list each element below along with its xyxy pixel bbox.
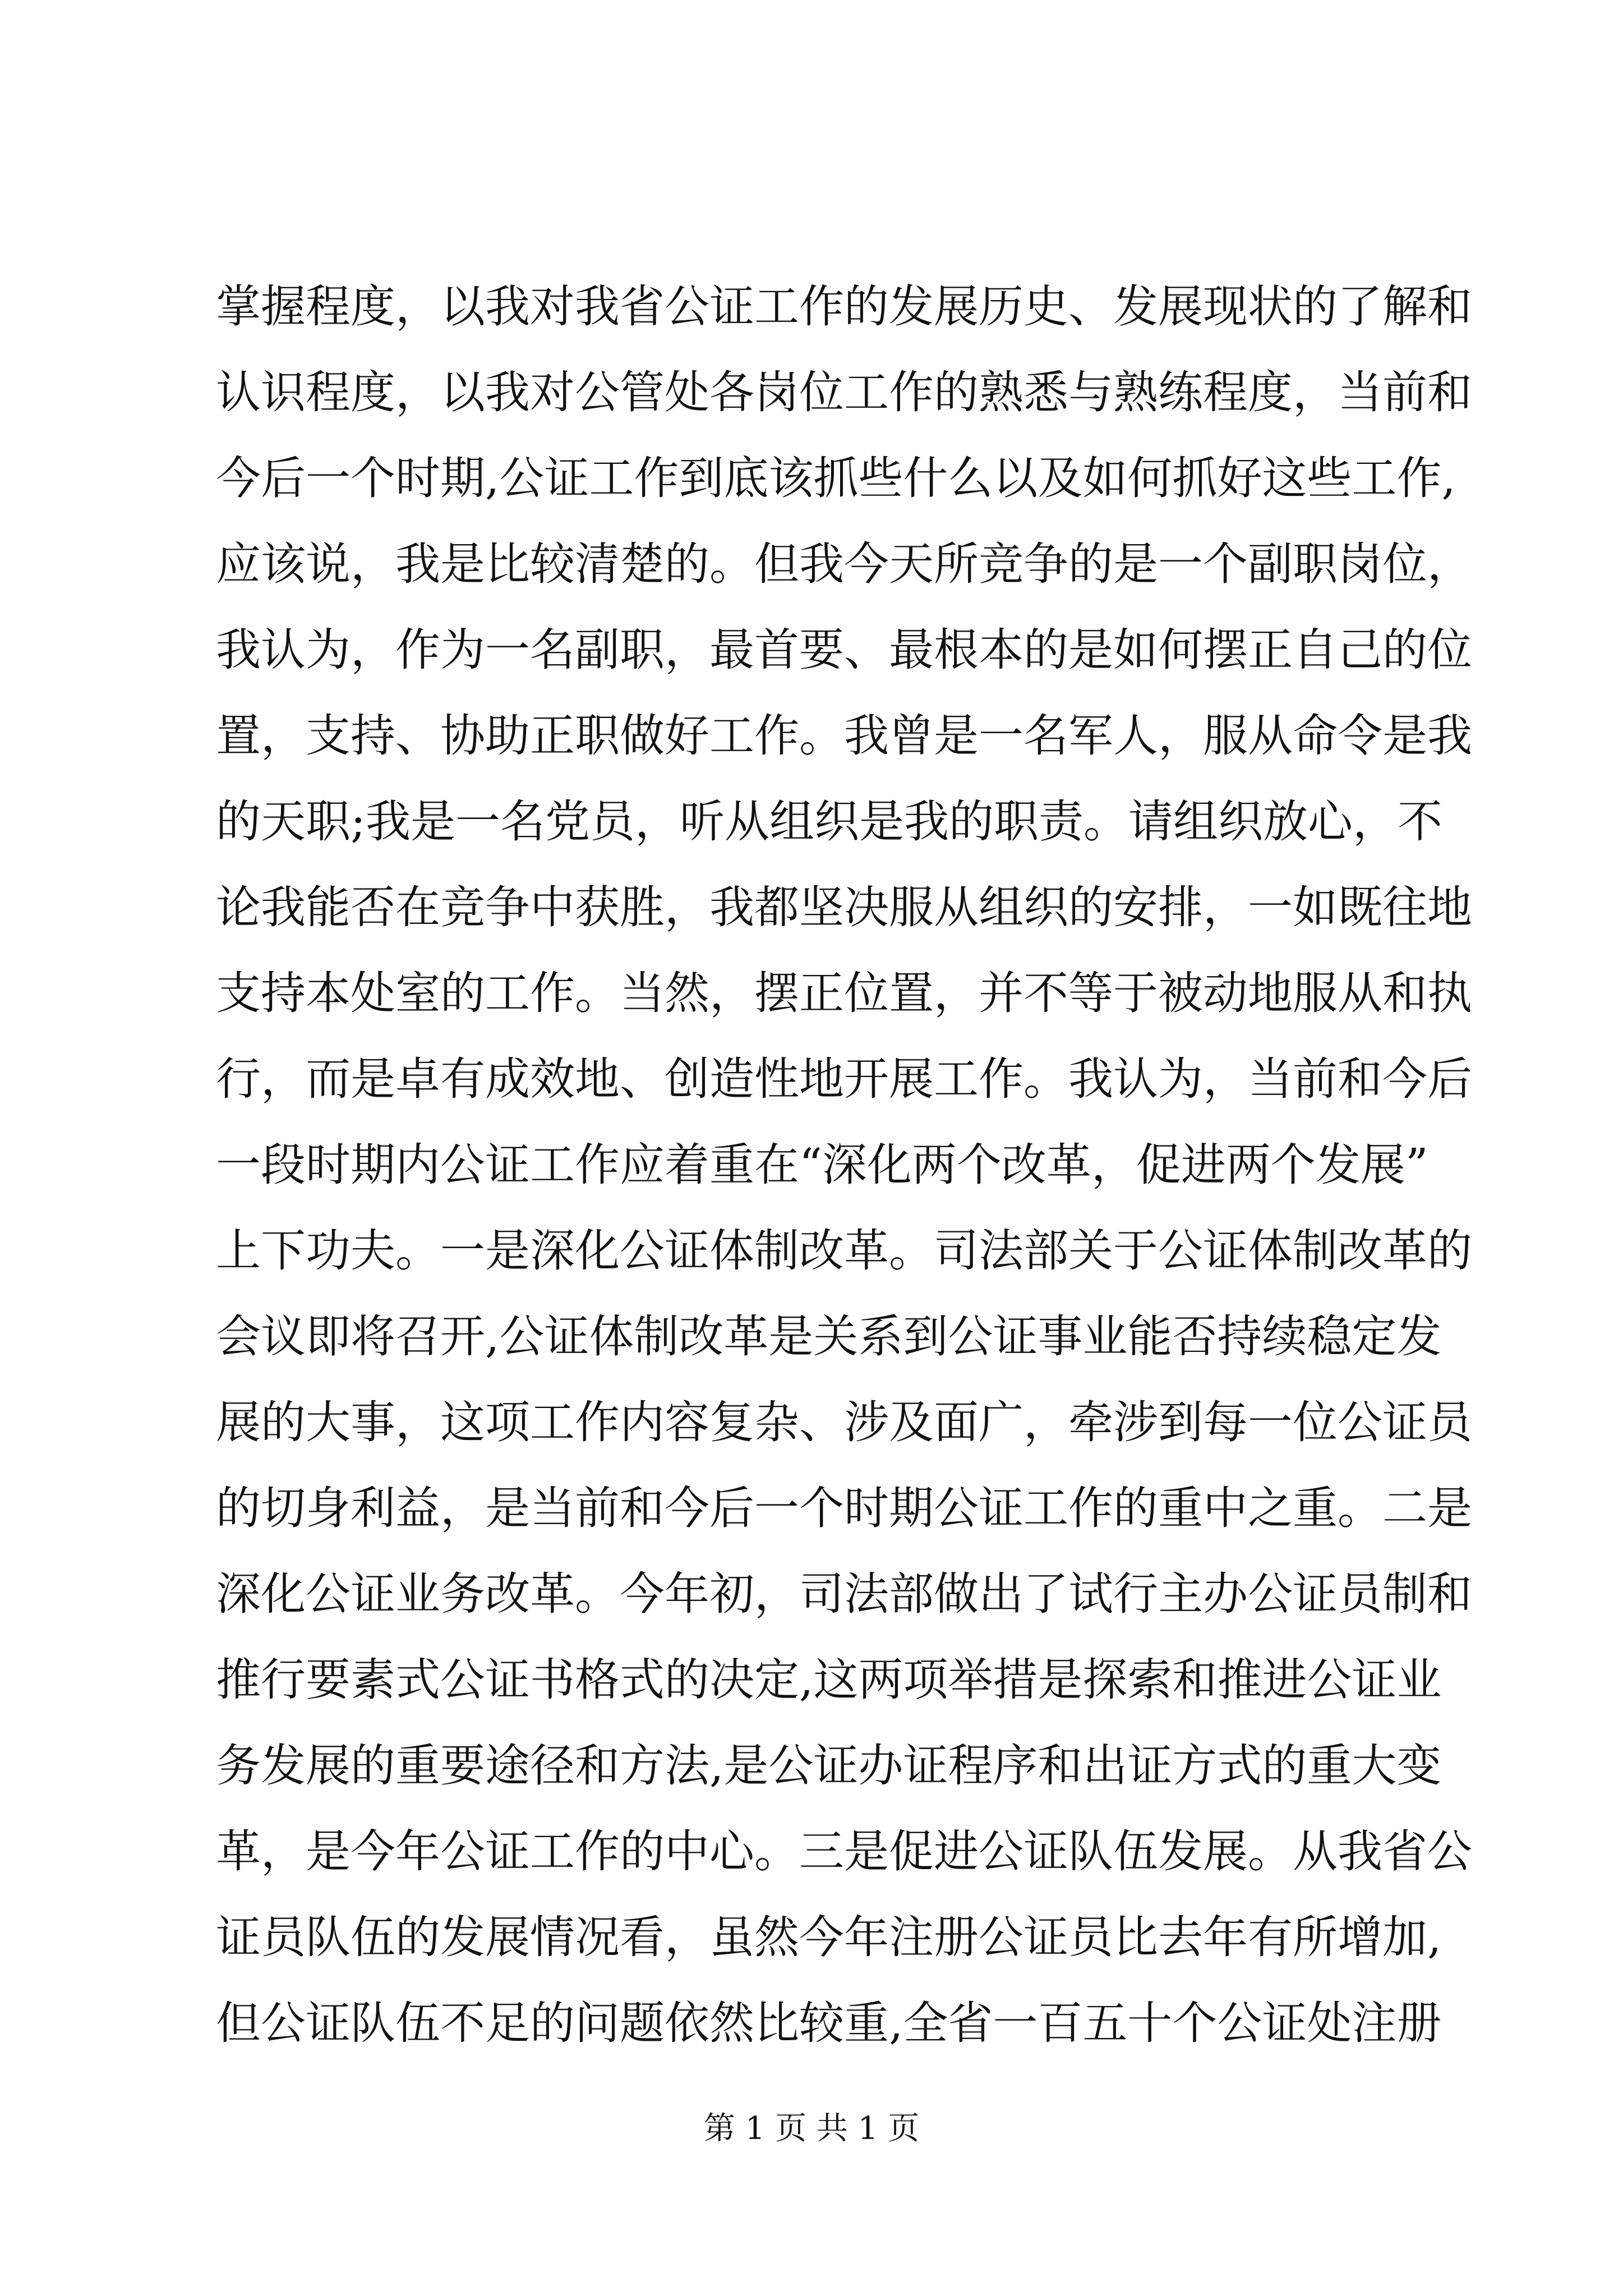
body-text	[216, 264, 1478, 2066]
text-line: 展的大事，这项工作内容复杂、涉及面广，牵涉到每一位公证员	[216, 1396, 1472, 1448]
text-line: 支持本处室的工作。当然，摆正位置，并不等于被动地服从和执	[216, 967, 1472, 1019]
text-line: 行，而是卓有成效地、创造性地开展工作。我认为，当前和今后	[216, 1053, 1472, 1105]
text-line: 一段时期内公证工作应着重在“深化两个改革，促进两个发展”	[216, 1139, 1428, 1191]
text-line: 务发展的重要途径和方法,是公证办证程序和出证方式的重大变	[216, 1740, 1442, 1792]
text-line: 的天职;我是一名党员，听从组织是我的职责。请组织放心，不	[216, 795, 1442, 848]
text-line: 革，是今年公证工作的中心。三是促进公证队伍发展。从我省公	[216, 1825, 1472, 1878]
text-line: 今后一个时期,公证工作到底该抓些什么以及如何抓好这些工作,	[216, 452, 1456, 504]
text-line: 应该说，我是比较清楚的。但我今天所竞争的是一个副职岗位，	[216, 538, 1472, 590]
text-line: 的切身利益，是当前和今后一个时期公证工作的重中之重。二是	[216, 1482, 1472, 1534]
text-line: 上下功夫。一是深化公证体制改革。司法部关于公证体制改革的	[216, 1225, 1472, 1277]
text-line: 掌握程度，以我对我省公证工作的发展历史、发展现状的了解和	[216, 280, 1472, 333]
text-line: 深化公证业务改革。今年初，司法部做出了试行主办公证员制和	[216, 1568, 1472, 1620]
text-line: 论我能否在竞争中获胜，我都坚决服从组织的安排，一如既往地	[216, 881, 1472, 933]
page-footer: 第 1 页 共 1 页	[703, 2110, 920, 2147]
text-line: 推行要素式公证书格式的决定,这两项举措是探索和推进公证业	[216, 1654, 1442, 1706]
text-line: 我认为，作为一名副职，最首要、最根本的是如何摆正自己的位	[216, 624, 1472, 676]
text-line: 会议即将召开,公证体制改革是关系到公证事业能否持续稳定发	[216, 1310, 1442, 1363]
text-line: 认识程度，以我对公管处各岗位工作的熟悉与熟练程度，当前和	[216, 366, 1472, 418]
text-line: 证员队伍的发展情况看，虽然今年注册公证员比去年有所增加,	[216, 1911, 1442, 1963]
text-line: 但公证队伍不足的问题依然比较重,全省一百五十个公证处注册	[216, 1997, 1442, 2049]
text-line: 置，支持、协助正职做好工作。我曾是一名军人，服从命令是我	[216, 710, 1472, 762]
